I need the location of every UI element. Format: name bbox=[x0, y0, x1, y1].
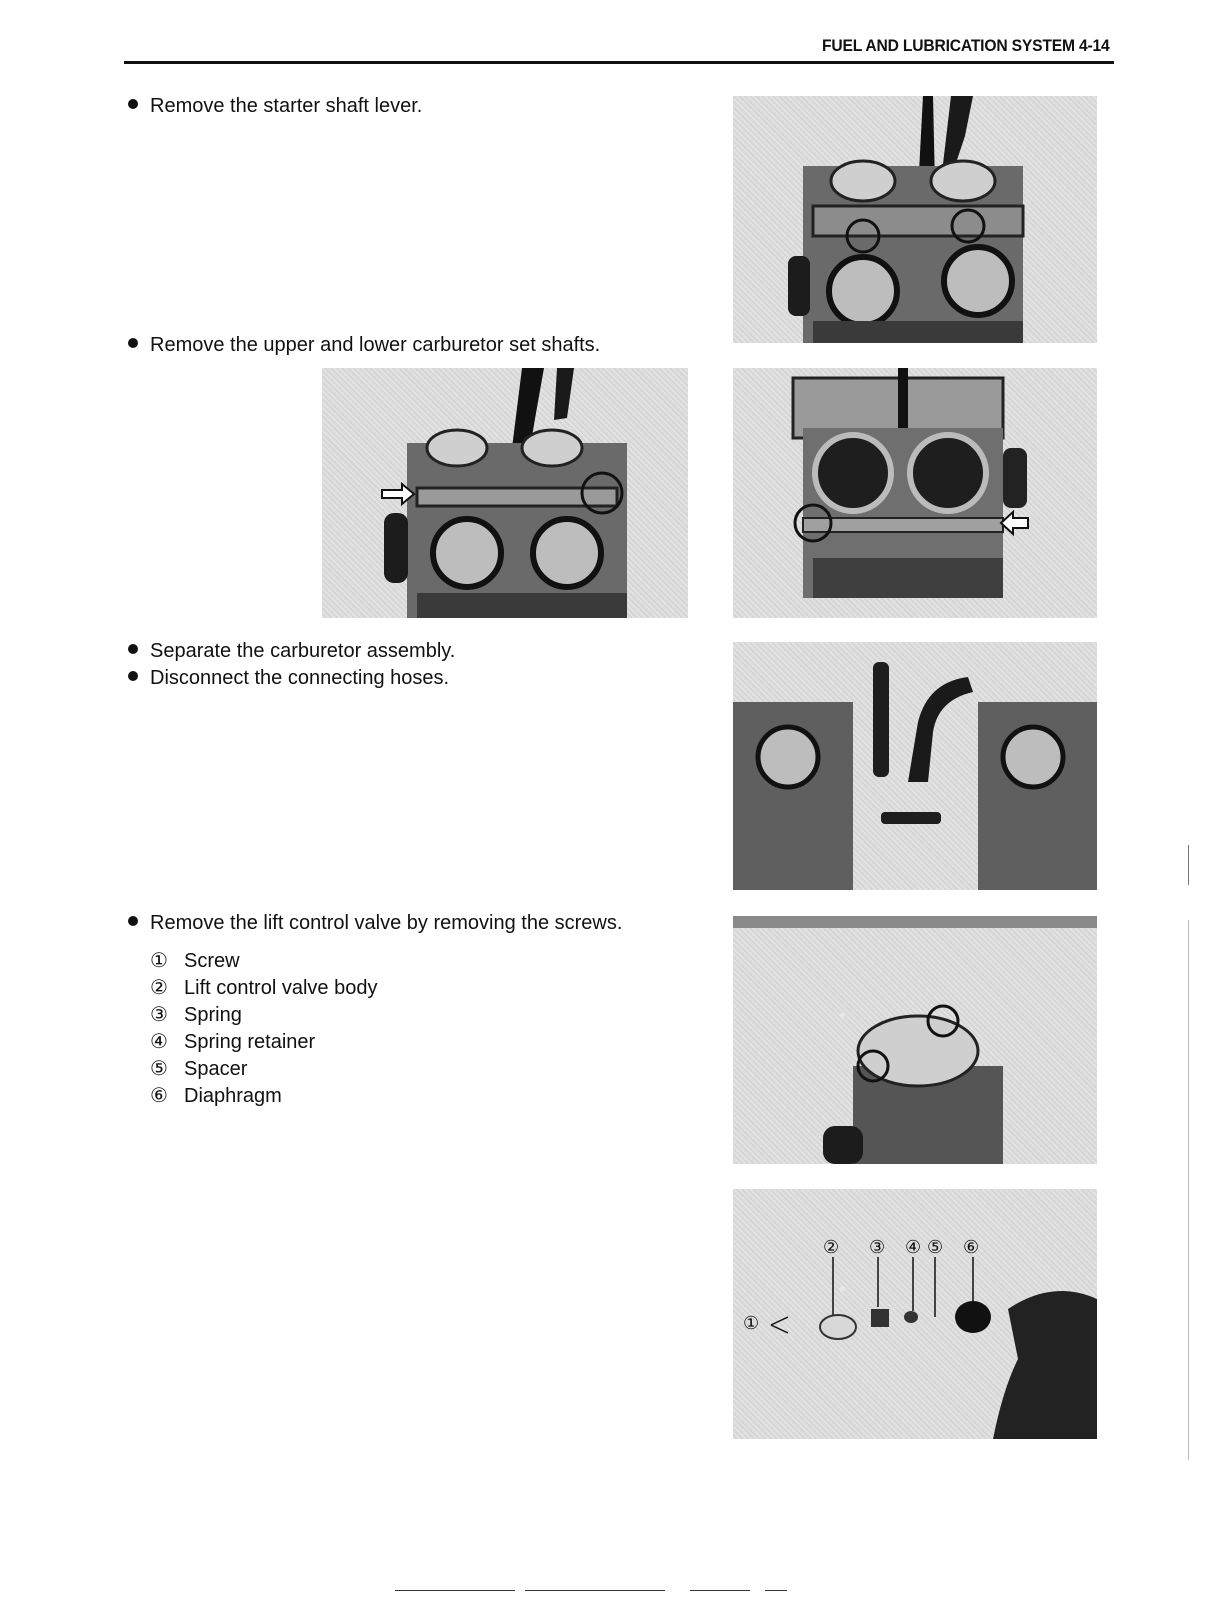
margin-mark bbox=[1188, 845, 1189, 885]
callout-3: ③ bbox=[869, 1237, 886, 1257]
photo-set-shafts-right bbox=[733, 368, 1097, 618]
callout-1: ① bbox=[743, 1313, 760, 1333]
step-remove-lift-valve bbox=[128, 911, 622, 935]
legend-number: ① bbox=[150, 950, 168, 972]
footer-rule bbox=[395, 1590, 515, 1591]
step-separate-assembly bbox=[128, 639, 455, 663]
step-text: Remove the lift control valve by removing the screws. bbox=[150, 912, 623, 934]
page-header-title: FUEL AND LUBRICATION SYSTEM 4-14 bbox=[822, 36, 1110, 55]
legend-number: ⑥ bbox=[150, 1085, 168, 1107]
legend-item-valve-body bbox=[150, 976, 377, 1000]
legend-label: Spring bbox=[184, 1004, 242, 1026]
bullet-icon bbox=[128, 671, 138, 681]
legend-item-spacer bbox=[150, 1057, 247, 1081]
callout-2: ② bbox=[823, 1237, 840, 1257]
callout-5: ⑤ bbox=[927, 1237, 944, 1257]
bullet-icon bbox=[128, 338, 138, 348]
step-disconnect-hoses bbox=[128, 666, 449, 690]
legend-number: ② bbox=[150, 977, 168, 999]
photo-starter-shaft-lever bbox=[733, 96, 1097, 343]
photo-set-shafts-left bbox=[322, 368, 688, 618]
footer-rule bbox=[765, 1590, 787, 1591]
step-text: Disconnect the connecting hoses. bbox=[150, 667, 450, 689]
header-rule bbox=[124, 61, 1114, 64]
legend-item-diaphragm bbox=[150, 1084, 282, 1108]
carburetor-illustration bbox=[322, 368, 688, 618]
photo-exploded-parts bbox=[733, 1189, 1097, 1439]
step-remove-set-shafts bbox=[128, 333, 600, 357]
carburetor-illustration bbox=[733, 642, 1097, 890]
footer-rule bbox=[525, 1590, 665, 1591]
parts-illustration bbox=[733, 1189, 1097, 1439]
step-text: Remove the upper and lower carburetor set shafts. bbox=[150, 334, 601, 356]
photo-lift-control-valve bbox=[733, 916, 1097, 1164]
callout-6: ⑥ bbox=[963, 1237, 980, 1257]
carburetor-illustration bbox=[733, 916, 1097, 1164]
legend-item-screw bbox=[150, 949, 240, 973]
legend-number: ③ bbox=[150, 1004, 168, 1026]
step-text: Remove the starter shaft lever. bbox=[150, 95, 423, 117]
carburetor-illustration bbox=[733, 368, 1097, 618]
photo-separated-carburetors bbox=[733, 642, 1097, 890]
callout-4: ④ bbox=[905, 1237, 922, 1257]
step-remove-starter-lever bbox=[128, 94, 422, 118]
legend-number: ④ bbox=[150, 1031, 168, 1053]
legend-item-spring-retainer bbox=[150, 1030, 315, 1054]
legend-label: Diaphragm bbox=[184, 1085, 282, 1107]
legend-label: Spacer bbox=[184, 1058, 248, 1080]
step-text: Separate the carburetor assembly. bbox=[150, 640, 456, 662]
bullet-icon bbox=[128, 916, 138, 926]
legend-item-spring bbox=[150, 1003, 242, 1027]
legend-label: Screw bbox=[184, 950, 240, 972]
legend-label: Spring retainer bbox=[184, 1031, 316, 1053]
bullet-icon bbox=[128, 99, 138, 109]
legend-number: ⑤ bbox=[150, 1058, 168, 1080]
bullet-icon bbox=[128, 644, 138, 654]
legend-label: Lift control valve body bbox=[184, 977, 378, 999]
footer-rule bbox=[690, 1590, 750, 1591]
margin-mark bbox=[1188, 920, 1189, 1460]
carburetor-illustration bbox=[733, 96, 1097, 343]
